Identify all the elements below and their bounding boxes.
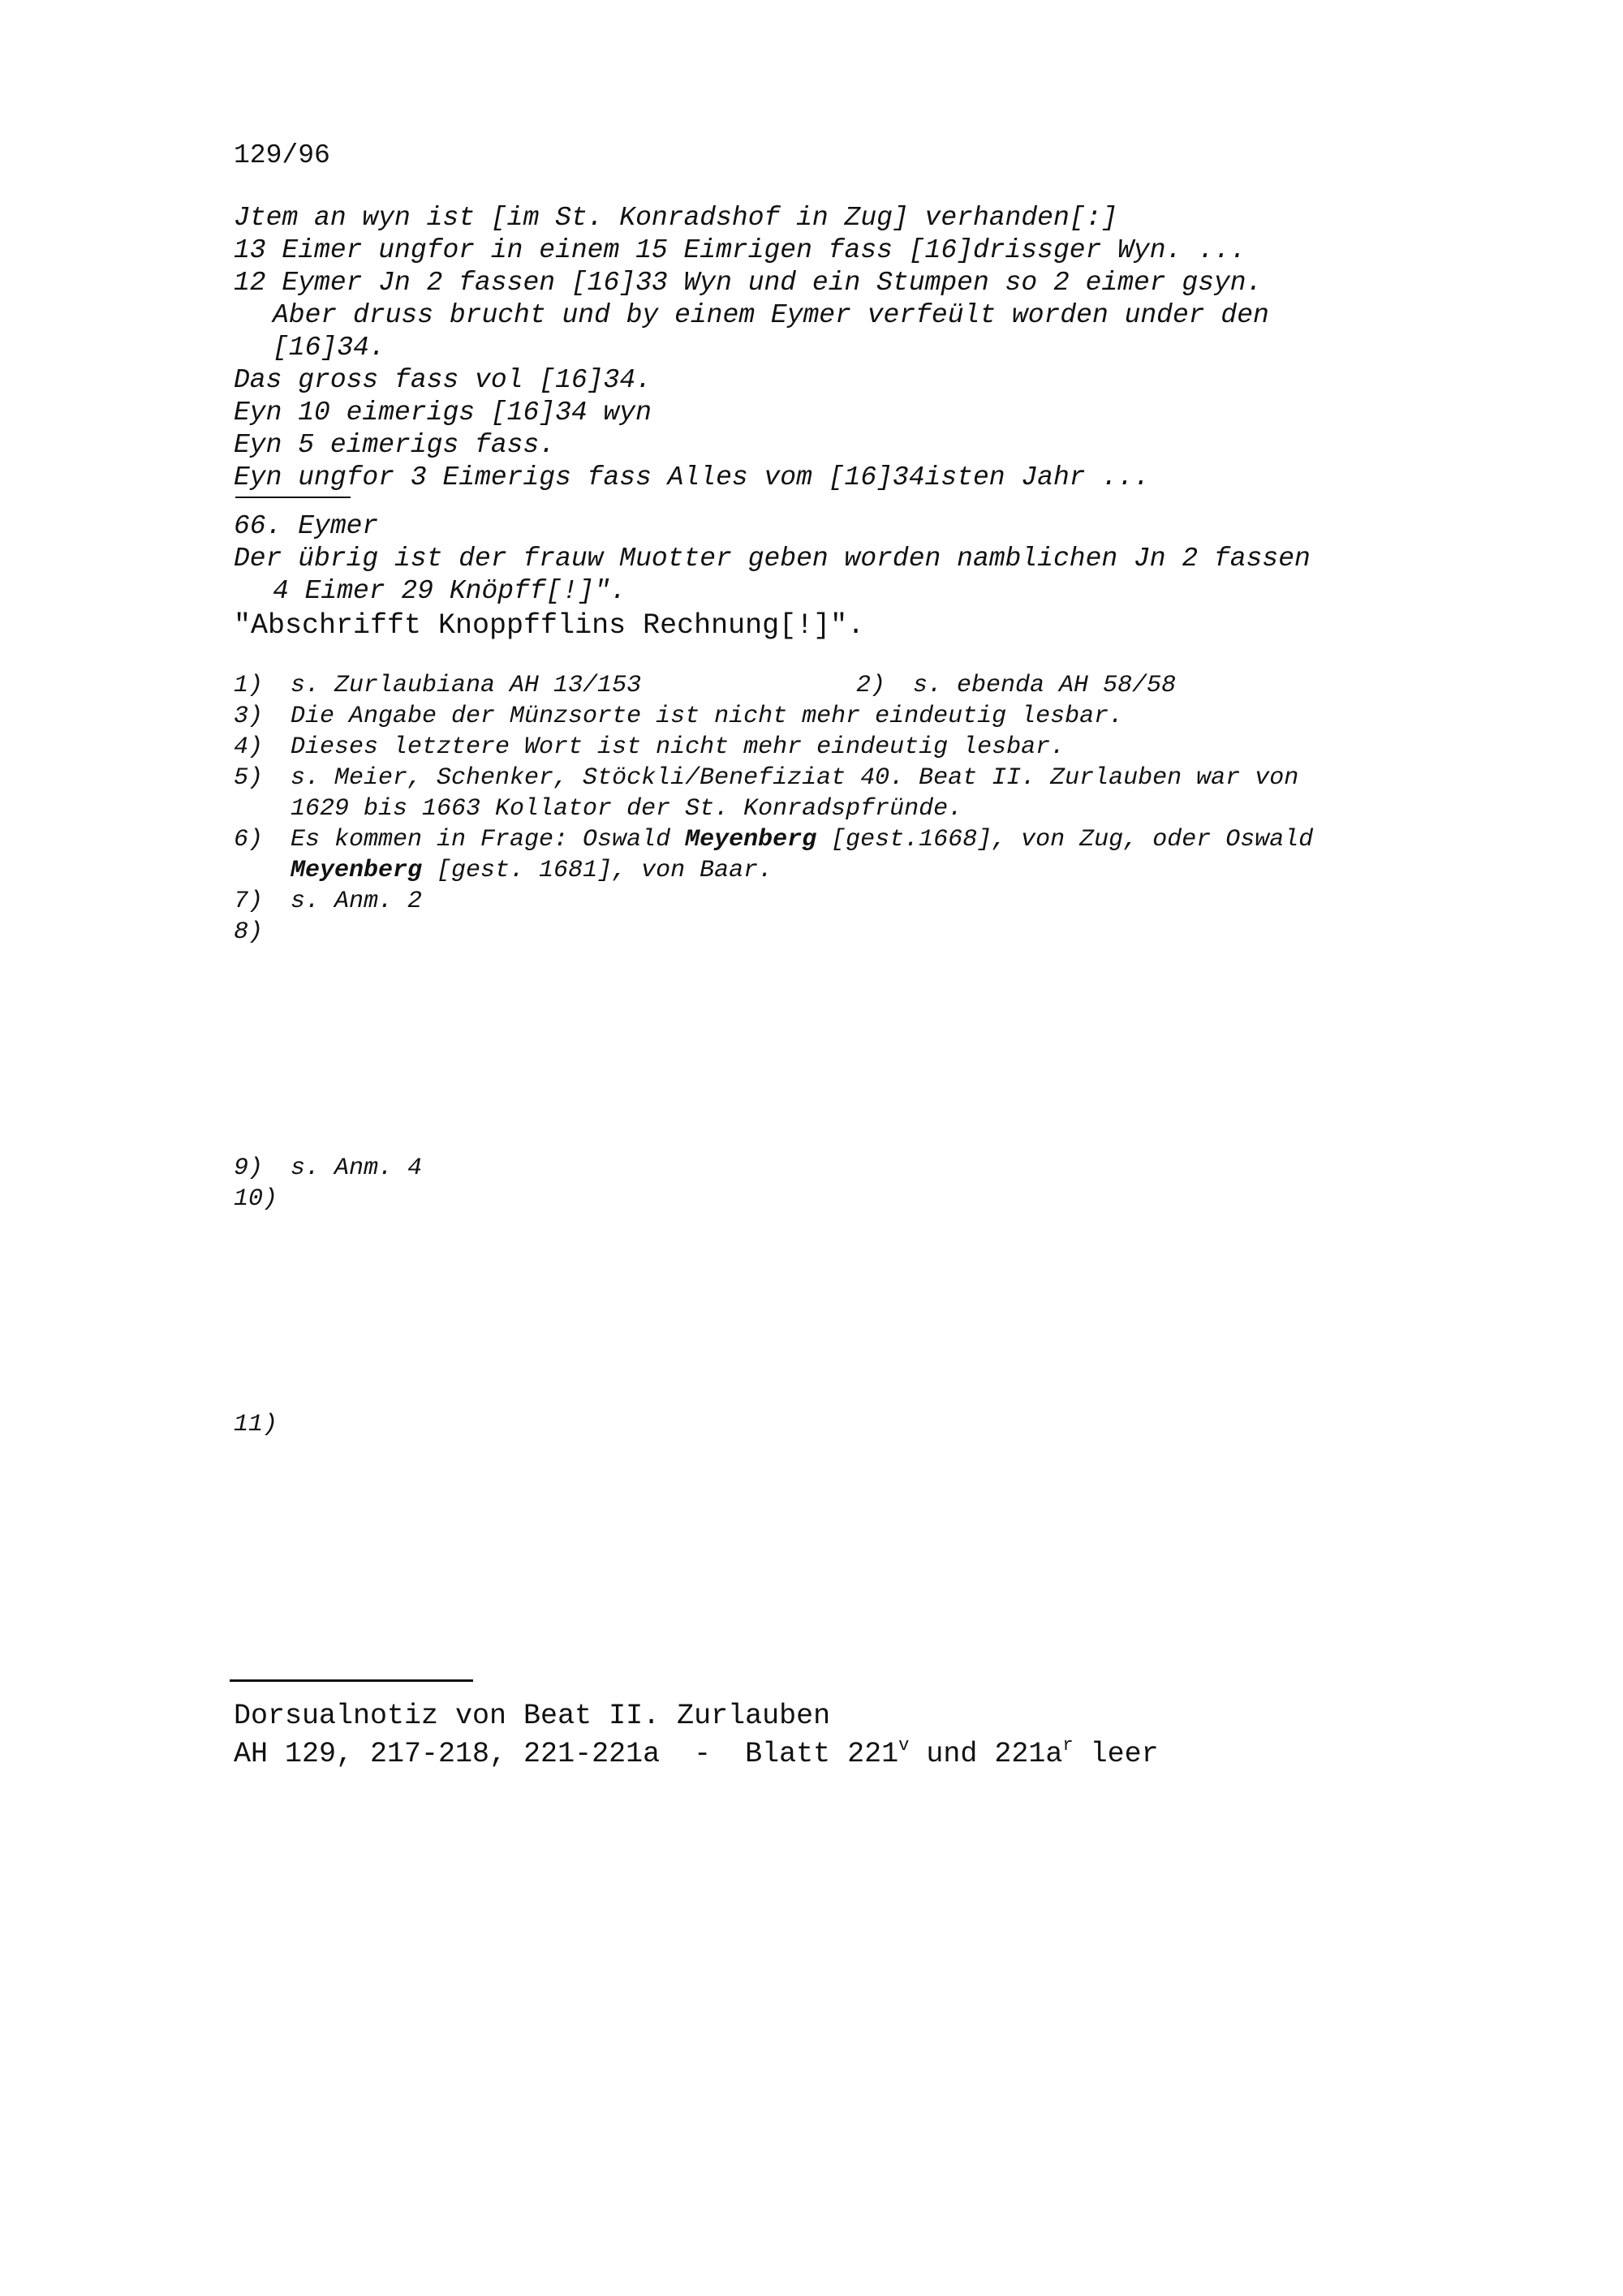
footnote-6: 6) Es kommen in Frage: Oswald Meyenberg [gest.1668], von Zug, oder Oswald [234, 826, 1314, 853]
text-line: 13 Eimer ungfor in einem 15 Eimrigen fass [16]drissger Wyn. ... [234, 235, 1246, 265]
footer-separator [230, 1679, 473, 1682]
text-line: Aber druss brucht und by einem Eymer verfeült worden under den [273, 300, 1269, 330]
footnote-3: 3) Die Angabe der Münzsorte ist nicht mehr eindeutig lesbar. [234, 703, 1124, 730]
footnote-10: 10) [234, 1185, 278, 1213]
text-line: 4 Eimer 29 Knöpff[!]". [273, 576, 626, 606]
text-line: 12 Eymer Jn 2 fassen [16]33 Wyn und ein Stumpen so 2 eimer gsyn. [234, 268, 1263, 298]
text-line: Eyn 5 eimerigs fass. [234, 430, 556, 460]
dorsal-note: Dorsualnotiz von Beat II. Zurlauben [234, 1700, 831, 1732]
text-line: Der übrig ist der frauw Muotter geben worden namblichen Jn 2 fassen [234, 544, 1311, 574]
text-line: Das gross fass vol [16]34. [234, 365, 652, 395]
text-line: "Abschrifft Knoppfflins Rechnung[!]". [234, 609, 865, 642]
page-reference: 129/96 [234, 140, 330, 170]
footnote-5: 5) s. Meier, Schenker, Stöckli/Benefiziat 40. Beat II. Zurlauben war von [234, 764, 1299, 792]
footnote-4: 4) Dieses letztere Wort ist nicht mehr eindeutig lesbar. [234, 733, 1065, 761]
text-line: Eyn 10 eimerigs [16]34 wyn [234, 398, 652, 428]
footnote-1-2: 1) s. Zurlaubiana AH 13/153 [234, 672, 642, 699]
footnote-11: 11) [234, 1411, 278, 1438]
footnote-5-cont: 1629 bis 1663 Kollator der St. Konradspfründe. [291, 795, 963, 823]
footnote-8: 8) [234, 918, 264, 946]
footnote-9: 9) s. Anm. 4 [234, 1154, 423, 1182]
text-line: [16]34. [273, 333, 385, 363]
text-line: 66. Eymer [234, 511, 379, 541]
footnote-2: 2) s. ebenda AH 58/58 [856, 672, 1177, 699]
footnote-6-cont: Meyenberg [gest. 1681], von Baar. [291, 857, 773, 884]
archive-reference: AH 129, 217-218, 221-221a - Blatt 221$^v$ und $221a^r$ leer [234, 1735, 1159, 1770]
footnote-7: 7) s. Anm. 2 [234, 888, 423, 915]
sum-underline [235, 497, 351, 498]
text-line: Eyn ungfor 3 Eimerigs fass Alles vom [16]34isten Jahr ... [234, 462, 1150, 492]
text-line: Jtem an wyn ist [im St. Konradshof in Zug] verhanden[:] [234, 203, 1118, 233]
